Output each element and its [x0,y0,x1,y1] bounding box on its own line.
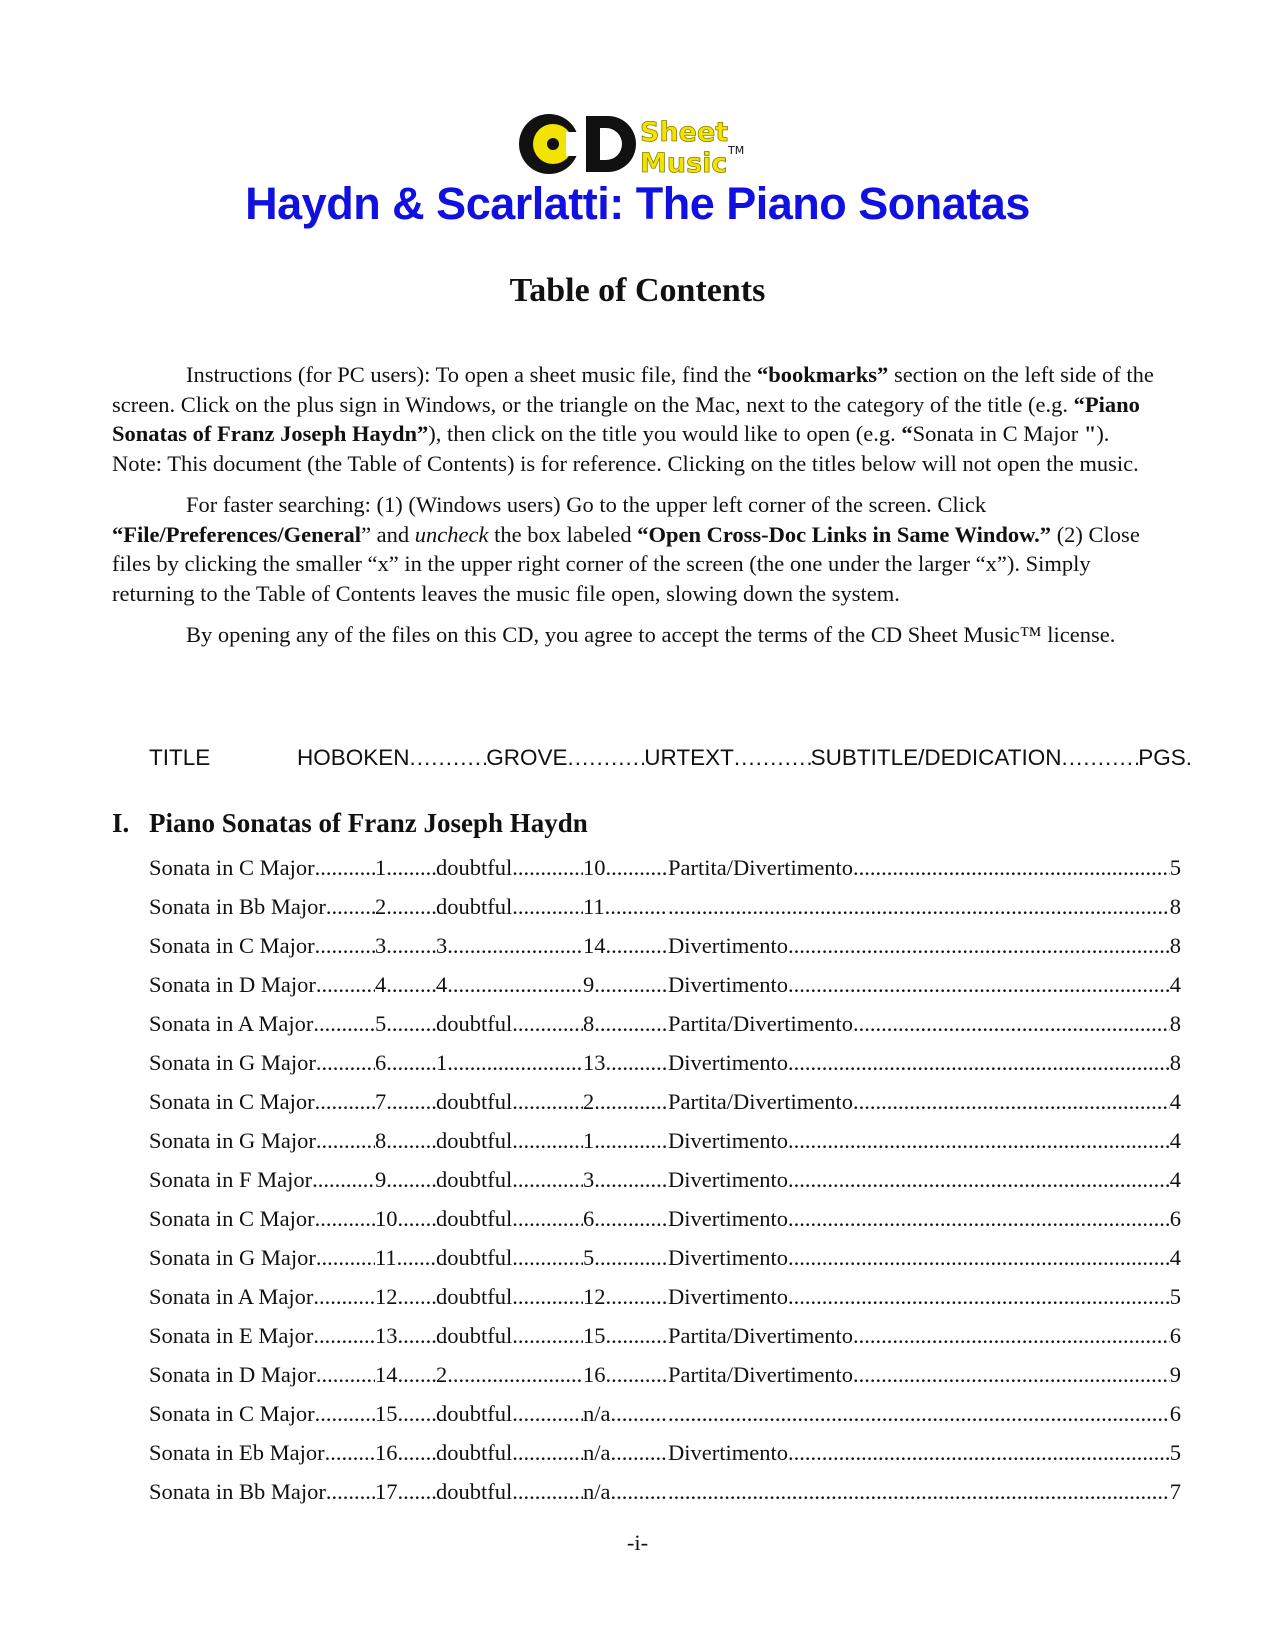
row-hoboken: 1 [375,855,387,880]
row-urtext: 10 [583,855,606,880]
row-pgs: 8 [1169,894,1181,919]
row-hoboken: 17 [375,1479,398,1504]
instructions-paragraph-2: For faster searching: (1) (Windows users) Go to the upper left corner of the screen. Click “File/Preferences/General” and uncheck the box labeled “Open Cross-Doc Links in Same Window.” (2) Close files by clicking the smaller “x” in the upper right corner of the screen (the one under the larger “x”). Simply returning to the Table of Contents leaves the music file open, slowing down the system. [112,492,1140,606]
row-hoboken: 9 [375,1167,387,1192]
row-subtitle: Partita/Divertimento [668,1011,853,1036]
section-title: Piano Sonatas of Franz Joseph Haydn [149,808,588,838]
row-hoboken: 5 [375,1011,387,1036]
row-title: Sonata in A Major [149,1284,314,1309]
row-title: Sonata in Bb Major [149,1479,326,1504]
column-header-row [149,745,1192,775]
col-title: TITLE [149,745,211,770]
row-urtext: 1 [583,1128,595,1153]
row-urtext: 16 [583,1362,606,1387]
row-title: Sonata in C Major [149,1401,315,1426]
row-pgs: 9 [1169,1362,1181,1387]
row-urtext: n/a [583,1440,611,1465]
cd-sheet-music-logo [516,110,746,178]
row-pgs: 8 [1169,933,1181,958]
section-number: I. [112,808,130,838]
row-title: Sonata in F Major [149,1167,313,1192]
col-grove: GROVE [486,745,568,770]
row-pgs: 4 [1169,1128,1181,1153]
row-title: Sonata in G Major [149,1245,316,1270]
row-pgs: 6 [1169,1401,1181,1426]
row-hoboken: 10 [375,1206,398,1231]
col-pgs: PGS. [1138,745,1192,770]
row-grove: doubtful [436,1206,513,1231]
toc-table [149,853,1181,1516]
row-grove: doubtful [436,1479,513,1504]
row-subtitle: Divertimento [668,1206,788,1231]
row-hoboken: 11 [375,1245,397,1270]
row-urtext: 14 [583,933,606,958]
toc-row [149,931,1181,970]
row-urtext: 2 [583,1089,595,1114]
row-hoboken: 3 [375,933,387,958]
row-pgs: 4 [1169,1245,1181,1270]
row-subtitle: Partita/Divertimento [668,1362,853,1387]
toc-row [149,1087,1181,1126]
row-grove: doubtful [436,1011,513,1036]
row-hoboken: 16 [375,1440,398,1465]
row-grove: doubtful [436,1245,513,1270]
row-subtitle: Divertimento [668,1128,788,1153]
row-hoboken: 8 [375,1128,387,1153]
toc-row [149,1321,1181,1360]
row-title: Sonata in D Major [149,972,316,997]
row-title: Sonata in C Major [149,1089,315,1114]
row-urtext: n/a [583,1479,611,1504]
row-title: Sonata in D Major [149,1362,316,1387]
row-title: Sonata in A Major [149,1011,314,1036]
row-grove: doubtful [436,1323,513,1348]
row-urtext: 15 [583,1323,606,1348]
row-subtitle: Divertimento [668,1284,788,1309]
toc-row [149,1204,1181,1243]
row-title: Sonata in Bb Major [149,894,326,919]
row-urtext: 13 [583,1050,606,1075]
row-title: Sonata in C Major [149,933,315,958]
row-grove: doubtful [436,1089,513,1114]
row-pgs: 5 [1169,855,1181,880]
toc-row [149,1438,1181,1477]
row-grove: 3 [436,933,448,958]
row-subtitle: Divertimento [668,1167,788,1192]
row-pgs: 4 [1169,1167,1181,1192]
row-subtitle: Partita/Divertimento [668,855,853,880]
row-grove: doubtful [436,1284,513,1309]
row-grove: doubtful [436,1167,513,1192]
row-subtitle: Divertimento [668,972,788,997]
row-title: Sonata in G Major [149,1128,316,1153]
row-hoboken: 6 [375,1050,387,1075]
instructions-paragraph-1: Instructions (for PC users): To open a sheet music file, find the “bookmarks” section on the left side of the screen. Click on the plus sign in Windows, or the triangle on the Mac, next to the category of the title (e.g. “Piano Sonatas of Franz Joseph Haydn”), then click on the title you would like to open (e.g. “Sonata in C Major "). Note: This document (the Table of Contents) is for reference. Clicking on the titles below will not open the music. [112,362,1154,476]
row-title: Sonata in E Major [149,1323,314,1348]
toc-row [149,1282,1181,1321]
row-grove: 2 [436,1362,448,1387]
row-urtext: 8 [583,1011,595,1036]
row-urtext: n/a [583,1401,611,1426]
col-urtext: URTEXT [644,745,734,770]
section-heading [112,808,588,839]
row-title: Sonata in C Major [149,1206,315,1231]
row-subtitle: Divertimento [668,1050,788,1075]
row-urtext: 3 [583,1167,595,1192]
row-urtext: 6 [583,1206,595,1231]
row-grove: doubtful [436,1128,513,1153]
row-subtitle: Divertimento [668,1440,788,1465]
instructions-block [112,360,1162,662]
row-pgs: 6 [1169,1206,1181,1231]
row-urtext: 11 [583,894,605,919]
row-subtitle: Divertimento [668,1245,788,1270]
row-urtext: 5 [583,1245,595,1270]
toc-row [149,1360,1181,1399]
row-hoboken: 15 [375,1401,398,1426]
row-pgs: 8 [1169,1050,1181,1075]
row-pgs: 4 [1169,1089,1181,1114]
svg-text:TM: TM [728,144,745,157]
toc-row [149,970,1181,1009]
row-pgs: 5 [1169,1284,1181,1309]
col-hoboken: HOBOKEN [297,745,410,770]
toc-row [149,1243,1181,1282]
svg-text:Sheet: Sheet [640,117,729,148]
row-pgs: 7 [1169,1479,1181,1504]
col-subtitle: SUBTITLE/DEDICATION [810,745,1062,770]
row-title: Sonata in Eb Major [149,1440,325,1465]
row-hoboken: 12 [375,1284,398,1309]
row-hoboken: 14 [375,1362,398,1387]
toc-row [149,1048,1181,1087]
row-grove: 4 [436,972,448,997]
row-grove: doubtful [436,855,513,880]
row-urtext: 9 [583,972,595,997]
toc-row [149,1009,1181,1048]
row-pgs: 4 [1169,972,1181,997]
row-pgs: 8 [1169,1011,1181,1036]
row-hoboken: 4 [375,972,387,997]
page-number: -i- [626,1530,649,1555]
toc-row [149,1126,1181,1165]
row-title: Sonata in C Major [149,855,315,880]
row-title: Sonata in G Major [149,1050,316,1075]
svg-text:Music: Music [640,148,728,178]
logo-graphic [516,110,746,178]
row-subtitle: Partita/Divertimento [668,1323,853,1348]
row-subtitle: Partita/Divertimento [668,1089,853,1114]
row-subtitle: Divertimento [668,933,788,958]
toc-heading: Table of Contents [509,272,766,309]
toc-row [149,1165,1181,1204]
toc-row [149,853,1181,892]
toc-row [149,1477,1181,1516]
toc-row [149,892,1181,931]
row-hoboken: 13 [375,1323,398,1348]
row-grove: 1 [436,1050,448,1075]
row-grove: doubtful [436,1401,513,1426]
row-pgs: 5 [1169,1440,1181,1465]
toc-row [149,1399,1181,1438]
row-grove: doubtful [436,894,513,919]
instructions-paragraph-3: By opening any of the files on this CD, you agree to accept the terms of the CD Sheet Music™ license. [186,622,1116,647]
row-hoboken: 7 [375,1089,387,1114]
row-grove: doubtful [436,1440,513,1465]
page-title: Haydn & Scarlatti: The Piano Sonatas [245,178,1030,229]
row-pgs: 6 [1169,1323,1181,1348]
row-urtext: 12 [583,1284,606,1309]
row-hoboken: 2 [375,894,387,919]
